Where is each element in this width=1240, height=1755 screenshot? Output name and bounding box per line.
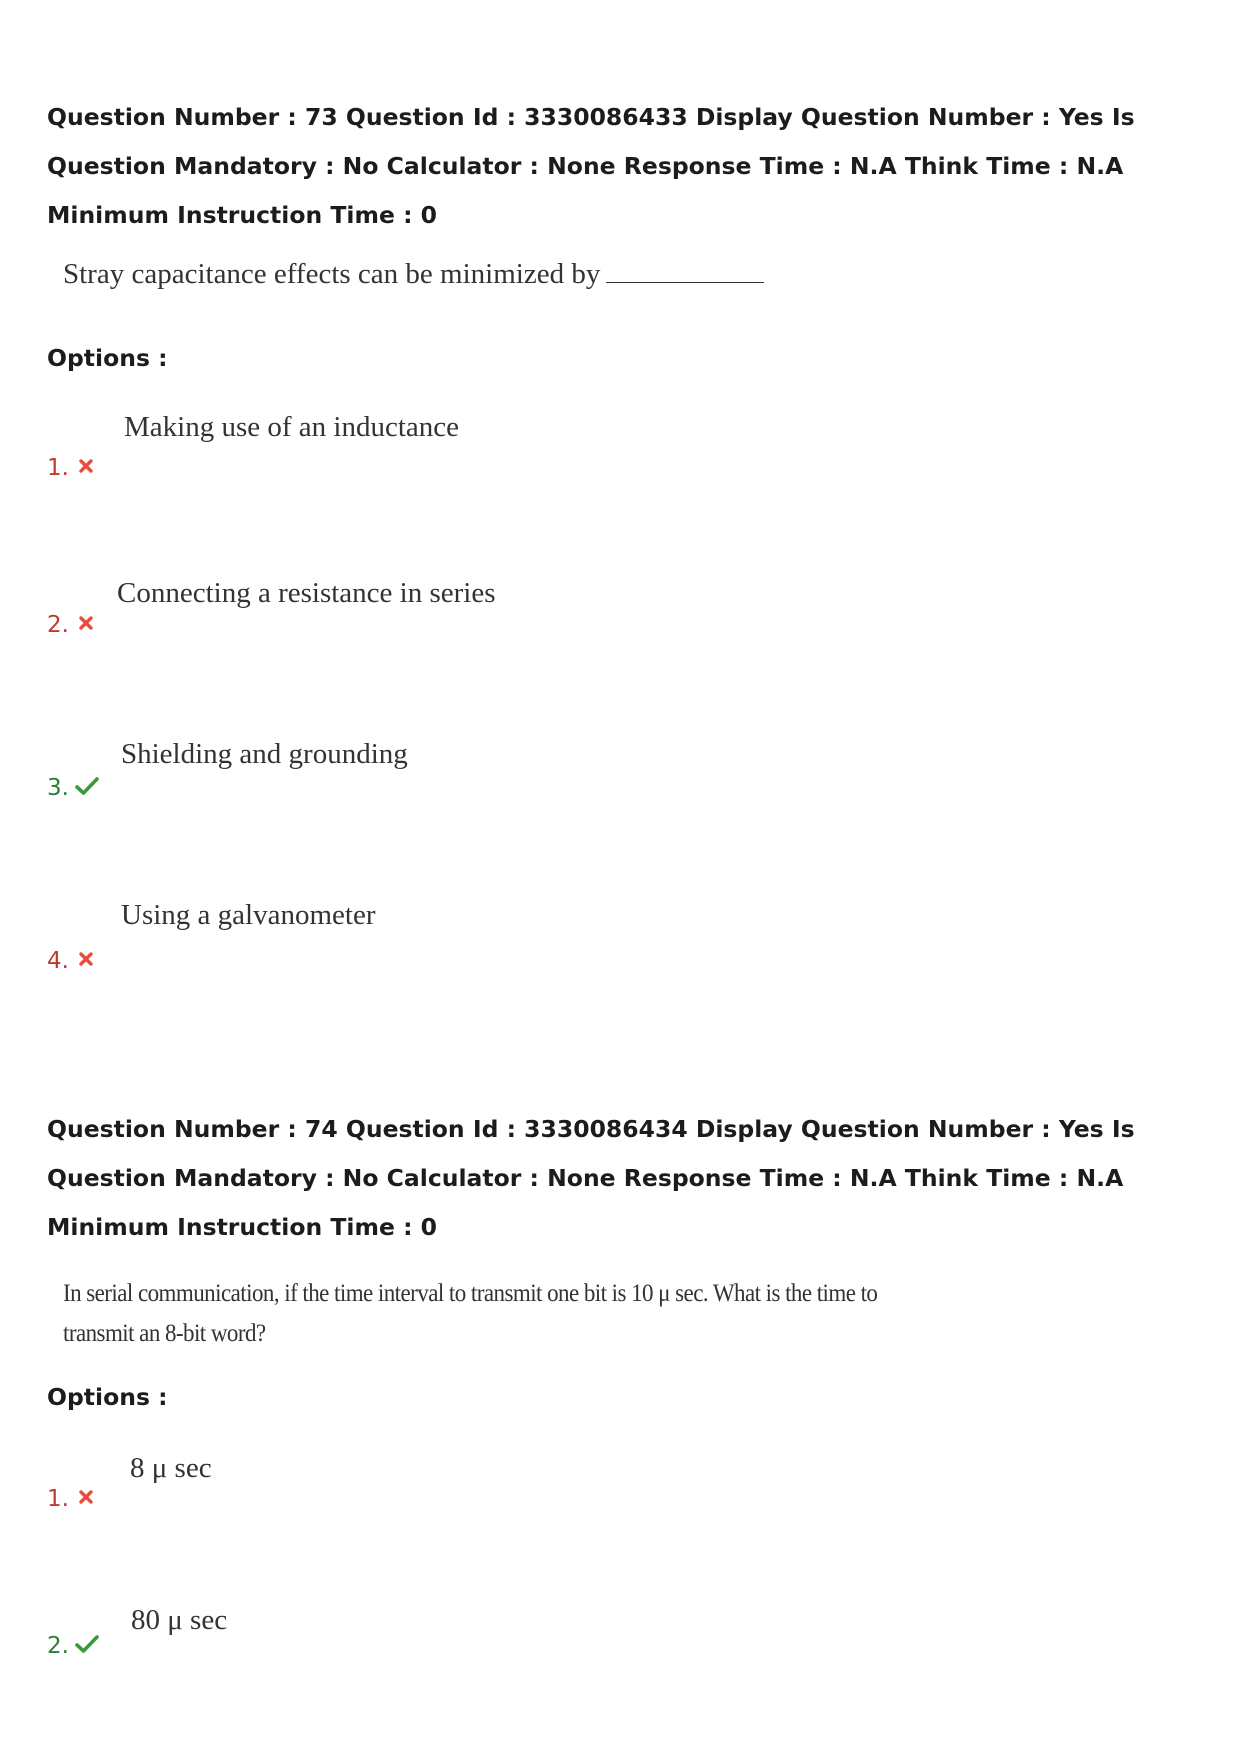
q73-option-4-number: 4. bbox=[47, 948, 69, 974]
q74-option-1-number: 1. bbox=[47, 1486, 69, 1512]
question-73-options-label: Options : bbox=[47, 344, 168, 372]
answer-blank bbox=[606, 281, 764, 283]
q73-option-4-text: Using a galvanometer bbox=[121, 899, 376, 931]
q73-option-2-number: 2. bbox=[47, 612, 69, 638]
q73-option-3-number: 3. bbox=[47, 775, 69, 801]
cross-icon bbox=[78, 458, 94, 474]
question-74-text-line-1: In serial communication, if the time interval to transmit one bit is 10 μ sec. What is the time to bbox=[63, 1280, 878, 1307]
cross-icon bbox=[78, 951, 94, 967]
question-73-meta: Question Number : 73 Question Id : 3330086433 Display Question Number : Yes Is Question Mandatory : No Calculator : None Response Time : N.A Think Time : N.A Minimum Instruction Time : 0 bbox=[47, 103, 1135, 229]
q73-option-3-text: Shielding and grounding bbox=[121, 738, 408, 770]
question-74-options-label: Options : bbox=[47, 1383, 168, 1411]
checkmark-icon bbox=[75, 1634, 99, 1654]
q74-option-2-text: 80 μ sec bbox=[131, 1604, 228, 1636]
q73-option-1-number: 1. bbox=[47, 455, 69, 481]
question-74-text-line-2: transmit an 8-bit word? bbox=[63, 1320, 266, 1347]
question-74-meta: Question Number : 74 Question Id : 3330086434 Display Question Number : Yes Is Question Mandatory : No Calculator : None Response Time : N.A Think Time : N.A Minimum Instruction Time : 0 bbox=[47, 1115, 1135, 1241]
question-73-text-body: Stray capacitance effects can be minimized by bbox=[63, 258, 601, 290]
q74-option-1-text: 8 μ sec bbox=[130, 1452, 212, 1484]
checkmark-icon bbox=[75, 776, 99, 796]
q74-option-2-number: 2. bbox=[47, 1633, 69, 1659]
q73-option-1-text: Making use of an inductance bbox=[124, 411, 460, 443]
q73-option-2-text: Connecting a resistance in series bbox=[117, 577, 496, 609]
question-73-text bbox=[63, 258, 764, 291]
cross-icon bbox=[78, 1489, 94, 1505]
question-74-text bbox=[63, 1274, 877, 1354]
cross-icon bbox=[78, 615, 94, 631]
